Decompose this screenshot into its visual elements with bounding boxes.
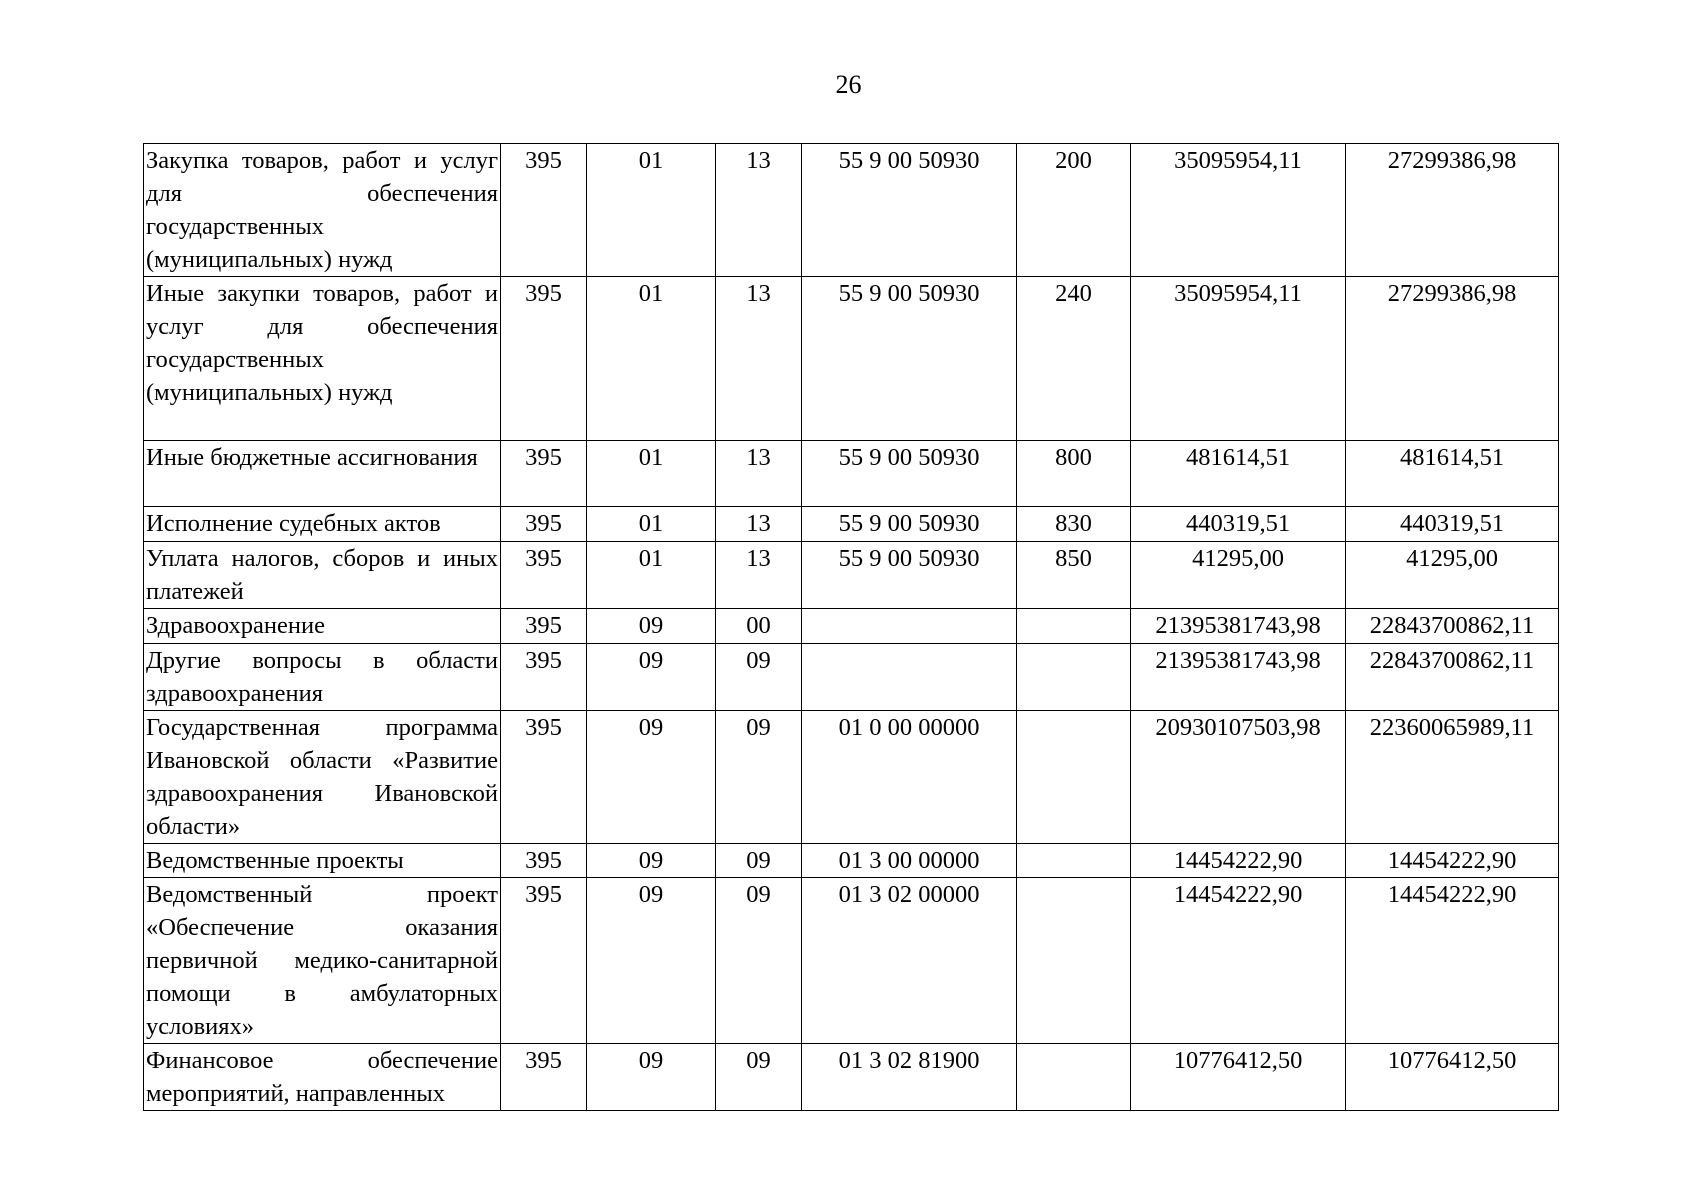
section-code: 09 <box>587 711 716 844</box>
dept-code: 395 <box>501 644 587 711</box>
expense-type-code <box>1017 1044 1131 1111</box>
target-article-code: 55 9 00 50930 <box>802 144 1017 277</box>
amount-year-1: 20930107503,98 <box>1131 711 1346 844</box>
table-row <box>144 144 1559 277</box>
section-code: 09 <box>587 1044 716 1111</box>
row-name: Иные бюджетные ассигнования <box>144 441 501 507</box>
amount-year-2: 440319,51 <box>1346 507 1559 542</box>
dept-code: 395 <box>501 441 587 507</box>
section-code: 01 <box>587 542 716 609</box>
row-name: Исполнение судебных актов <box>144 507 501 542</box>
amount-year-2: 10776412,50 <box>1346 1044 1559 1111</box>
expense-type-code <box>1017 644 1131 711</box>
row-name: Иные закупки товаров, работ и услуг для обеспечения государственных (муниципальных) нужд <box>144 277 501 441</box>
budget-table <box>143 143 1559 1111</box>
section-code: 09 <box>587 844 716 878</box>
target-article-code: 55 9 00 50930 <box>802 441 1017 507</box>
target-article-code: 01 3 00 00000 <box>802 844 1017 878</box>
table-row <box>144 277 1559 441</box>
subsection-code: 09 <box>716 878 802 1044</box>
target-article-code: 55 9 00 50930 <box>802 542 1017 609</box>
section-code: 09 <box>587 644 716 711</box>
dept-code: 395 <box>501 507 587 542</box>
target-article-code: 01 0 00 00000 <box>802 711 1017 844</box>
expense-type-code <box>1017 609 1131 644</box>
table-row <box>144 711 1559 844</box>
dept-code: 395 <box>501 609 587 644</box>
expense-type-code: 830 <box>1017 507 1131 542</box>
table-row <box>144 1044 1559 1111</box>
table-row <box>144 542 1559 609</box>
expense-type-code <box>1017 711 1131 844</box>
row-name: Финансовое обеспечение мероприятий, направленных <box>144 1044 501 1111</box>
dept-code: 395 <box>501 844 587 878</box>
subsection-code: 09 <box>716 844 802 878</box>
dept-code: 395 <box>501 144 587 277</box>
subsection-code: 13 <box>716 277 802 441</box>
amount-year-1: 481614,51 <box>1131 441 1346 507</box>
target-article-code: 55 9 00 50930 <box>802 507 1017 542</box>
table-row <box>144 441 1559 507</box>
subsection-code: 13 <box>716 144 802 277</box>
amount-year-2: 481614,51 <box>1346 441 1559 507</box>
row-name: Другие вопросы в области здравоохранения <box>144 644 501 711</box>
subsection-code: 09 <box>716 1044 802 1111</box>
section-code: 09 <box>587 609 716 644</box>
amount-year-2: 14454222,90 <box>1346 844 1559 878</box>
row-name: Уплата налогов, сборов и иных платежей <box>144 542 501 609</box>
amount-year-2: 22360065989,11 <box>1346 711 1559 844</box>
target-article-code: 55 9 00 50930 <box>802 277 1017 441</box>
subsection-code: 13 <box>716 441 802 507</box>
subsection-code: 13 <box>716 507 802 542</box>
amount-year-2: 22843700862,11 <box>1346 644 1559 711</box>
amount-year-1: 14454222,90 <box>1131 878 1346 1044</box>
section-code: 01 <box>587 507 716 542</box>
amount-year-1: 14454222,90 <box>1131 844 1346 878</box>
row-name: Здравоохранение <box>144 609 501 644</box>
table-row <box>144 644 1559 711</box>
expense-type-code <box>1017 878 1131 1044</box>
expense-type-code: 800 <box>1017 441 1131 507</box>
amount-year-1: 21395381743,98 <box>1131 609 1346 644</box>
row-name: Ведомственный проект «Обеспечение оказания первичной медико-санитарной помощи в амбулаторных условиях» <box>144 878 501 1044</box>
table-row <box>144 844 1559 878</box>
expense-type-code: 850 <box>1017 542 1131 609</box>
amount-year-2: 27299386,98 <box>1346 277 1559 441</box>
dept-code: 395 <box>501 1044 587 1111</box>
dept-code: 395 <box>501 711 587 844</box>
amount-year-2: 41295,00 <box>1346 542 1559 609</box>
expense-type-code: 200 <box>1017 144 1131 277</box>
dept-code: 395 <box>501 277 587 441</box>
row-name: Ведомственные проекты <box>144 844 501 878</box>
section-code: 01 <box>587 277 716 441</box>
subsection-code: 09 <box>716 644 802 711</box>
subsection-code: 00 <box>716 609 802 644</box>
table-row <box>144 878 1559 1044</box>
expense-type-code: 240 <box>1017 277 1131 441</box>
page-number: 26 <box>835 70 862 99</box>
amount-year-1: 10776412,50 <box>1131 1044 1346 1111</box>
table-row <box>144 507 1559 542</box>
amount-year-1: 41295,00 <box>1131 542 1346 609</box>
amount-year-2: 22843700862,11 <box>1346 609 1559 644</box>
section-code: 01 <box>587 441 716 507</box>
target-article-code <box>802 609 1017 644</box>
expense-type-code <box>1017 844 1131 878</box>
section-code: 01 <box>587 144 716 277</box>
target-article-code: 01 3 02 81900 <box>802 1044 1017 1111</box>
amount-year-2: 27299386,98 <box>1346 144 1559 277</box>
section-code: 09 <box>587 878 716 1044</box>
target-article-code: 01 3 02 00000 <box>802 878 1017 1044</box>
dept-code: 395 <box>501 542 587 609</box>
amount-year-1: 35095954,11 <box>1131 144 1346 277</box>
amount-year-1: 440319,51 <box>1131 507 1346 542</box>
row-name: Государственная программа Ивановской области «Развитие здравоохранения Ивановской области» <box>144 711 501 844</box>
amount-year-1: 35095954,11 <box>1131 277 1346 441</box>
subsection-code: 13 <box>716 542 802 609</box>
dept-code: 395 <box>501 878 587 1044</box>
row-name: Закупка товаров, работ и услуг для обеспечения государственных (муниципальных) нужд <box>144 144 501 277</box>
subsection-code: 09 <box>716 711 802 844</box>
amount-year-1: 21395381743,98 <box>1131 644 1346 711</box>
target-article-code <box>802 644 1017 711</box>
table-row <box>144 609 1559 644</box>
amount-year-2: 14454222,90 <box>1346 878 1559 1044</box>
